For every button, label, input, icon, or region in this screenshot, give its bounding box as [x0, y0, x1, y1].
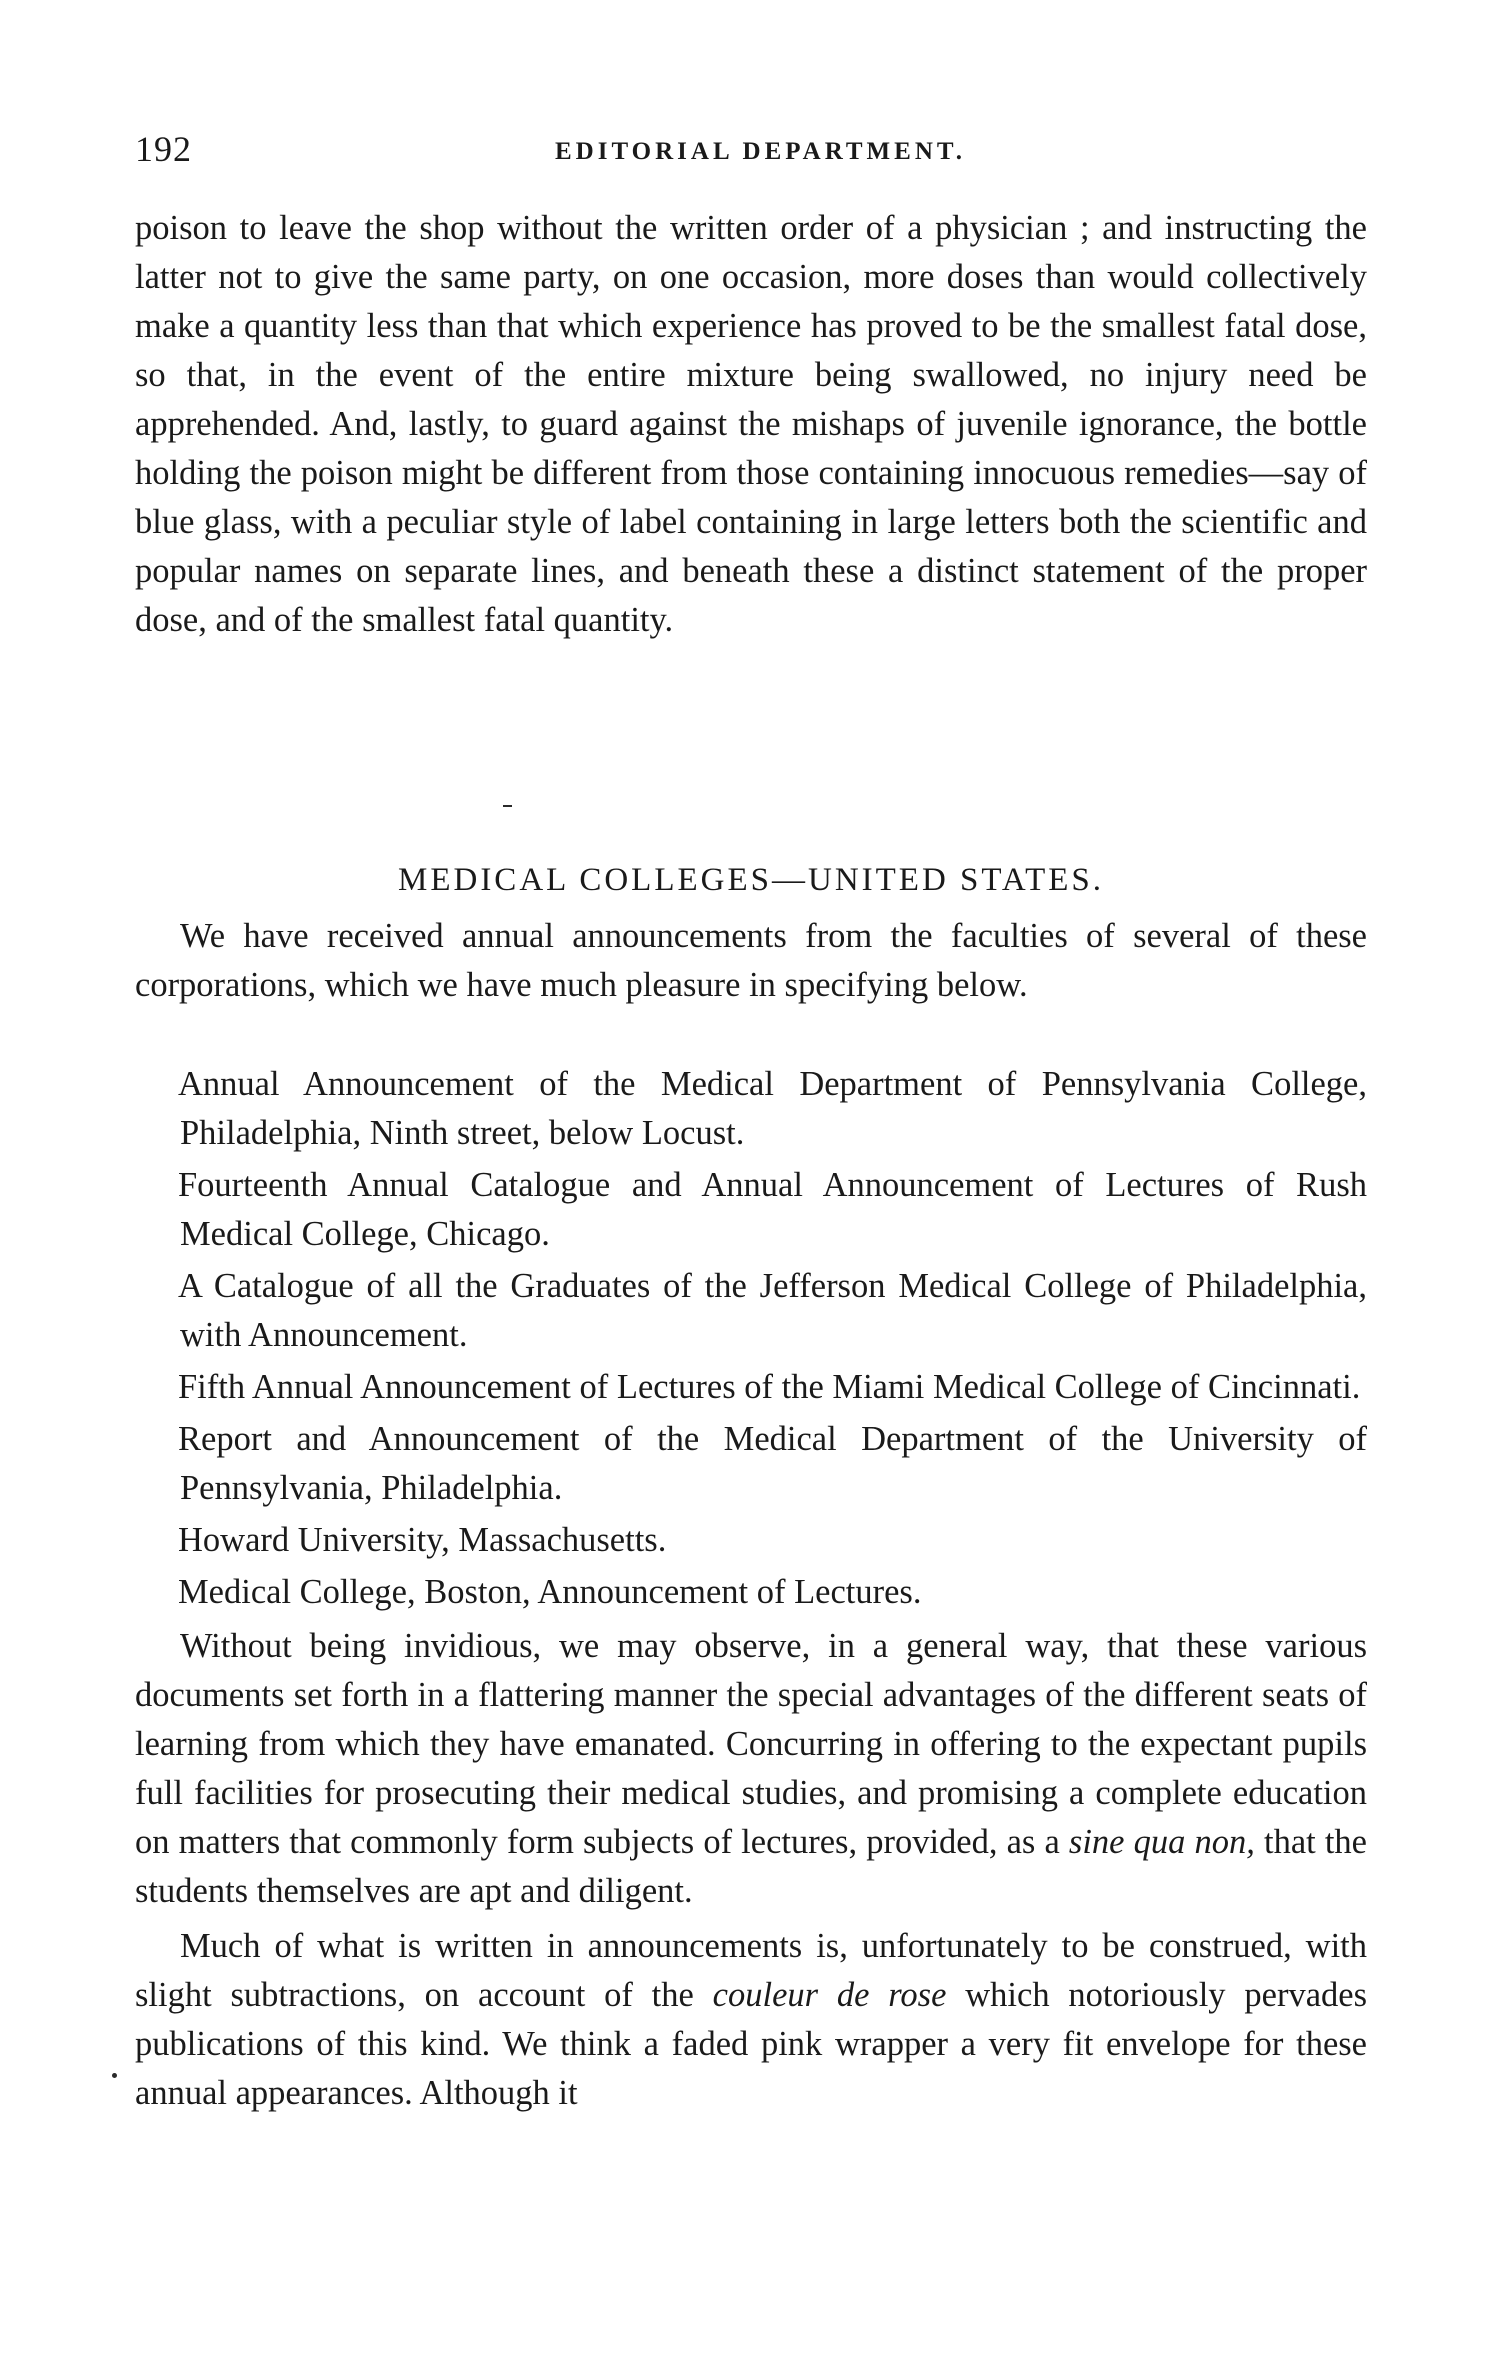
commentary-paragraph-2	[135, 1922, 1367, 2118]
page-header	[135, 128, 1380, 178]
commentary-paragraph-1	[135, 1622, 1367, 1916]
announcements-list	[135, 1060, 1367, 1620]
announcement-text: Fourteenth Annual Catalogue and Annual Announcement of Lectures of Rush Medical College, Chicago.	[178, 1166, 1367, 1253]
continued-text-block	[135, 204, 1367, 645]
announcement-item	[135, 1161, 1367, 1259]
announcement-text: Medical College, Boston, Announcement of Lectures.	[178, 1573, 922, 1611]
announcement-item	[135, 1262, 1367, 1360]
section-intro: We have received annual announcements from the faculties of several of these corporations, which we have much pleasure in specifying below.	[135, 917, 1367, 1004]
section-divider	[503, 805, 512, 807]
continued-paragraph: poison to leave the shop without the written order of a physician ; and instructing the latter not to give the same party, on one occasion, more doses than would collectively make a quantity less than that which experience has proved to be the smallest fatal dose, so that, in the event of the entire mixture being swallowed, no injury need be apprehended. And, lastly, to guard against the mishaps of juvenile ignorance, the bottle holding the poison might be different from those containing innocuous remedies—say of blue glass, with a peculiar style of label containing in large letters both the scientific and popular names on separate lines, and beneath these a distinct statement of the proper dose, and of the smallest fatal quantity.	[135, 209, 1367, 639]
announcement-text: Fifth Annual Announcement of Lectures of the Miami Medical College of Cincinnati.	[178, 1368, 1361, 1406]
announcement-text: Annual Announcement of the Medical Department of Pennsylvania College, Philadelphia, Ninth street, below Locust.	[178, 1065, 1367, 1152]
announcement-text: Report and Announcement of the Medical Department of the University of Pennsylvania, Philadelphia.	[178, 1420, 1367, 1507]
announcement-item	[135, 1516, 1367, 1565]
commentary-text: which notoriously pervades publications of this kind. We think a faded pink wrapper a very fit envelope for these annual appearances. Although it	[135, 1976, 1367, 2112]
announcement-text: Howard University, Massachusetts.	[178, 1521, 667, 1559]
announcement-text: A Catalogue of all the Graduates of the Jefferson Medical College of Philadelphia, with Announcement.	[178, 1267, 1367, 1354]
commentary-text: Without being invidious, we may observe, in a general way, that these various documents set forth in a flattering manner the special advantages of the different seats of learning from which they have emanated. Concurring in offering to the expectant pupils full facilities for prosecuting their medical studies, and promising a complete education on matters that commonly form subjects of lectures, provided, as a	[135, 1627, 1367, 1861]
commentary-text: Much of what is written in announcements is, unfortunately to be construed, with slight subtractions, on account of the	[135, 1927, 1367, 2014]
commentary-text: that the students themselves are apt and diligent.	[135, 1823, 1367, 1910]
announcement-item	[135, 1060, 1367, 1158]
section-intro-block	[135, 912, 1367, 1010]
running-head: EDITORIAL DEPARTMENT.	[555, 138, 966, 165]
margin-mark	[112, 2073, 117, 2078]
announcement-item	[135, 1363, 1367, 1412]
commentary-block	[135, 1622, 1367, 2124]
section-heading: MEDICAL COLLEGES—UNITED STATES.	[397, 862, 1104, 898]
announcement-item	[135, 1415, 1367, 1513]
page-number: 192	[135, 129, 192, 169]
latin-phrase: sine qua non,	[1068, 1823, 1255, 1861]
announcement-item	[135, 1568, 1367, 1617]
french-phrase: couleur de rose	[712, 1976, 947, 2014]
